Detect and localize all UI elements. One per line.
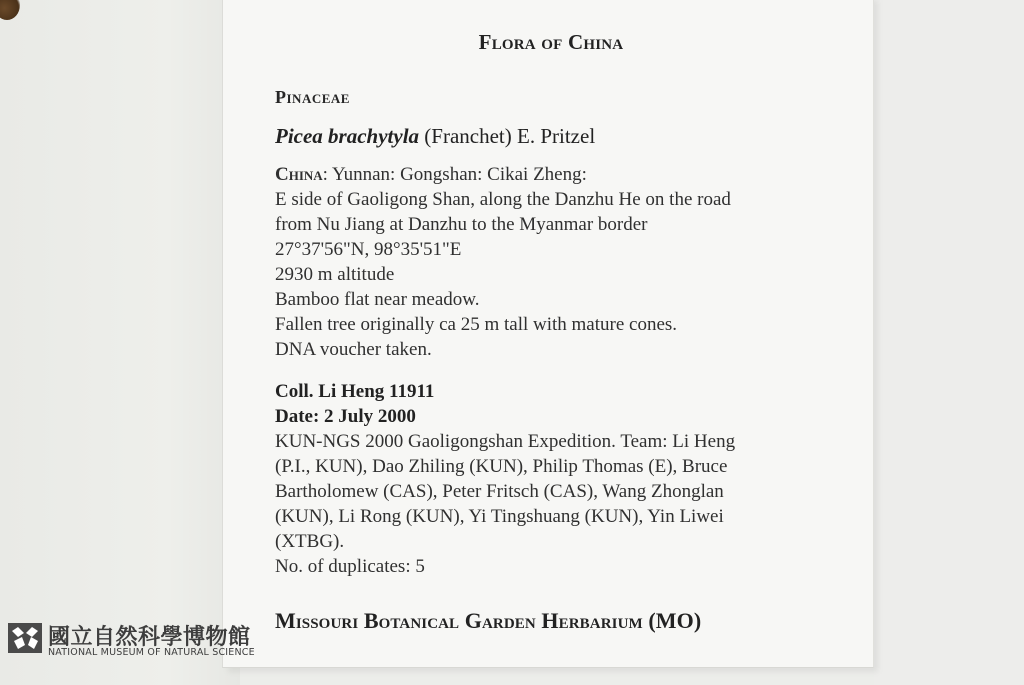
taxon-authority: (Franchet) E. Pritzel xyxy=(424,124,596,148)
expedition-line: (XTBG). xyxy=(275,531,345,552)
scientific-name: Picea brachytyla xyxy=(275,124,420,148)
herbarium-sheet xyxy=(0,0,240,685)
locality-region: : Yunnan: Gongshan: Cikai Zheng: xyxy=(322,164,587,185)
museum-name-english: NATIONAL MUSEUM OF NATURAL SCIENCE xyxy=(48,647,255,658)
expedition-line: (KUN), Li Rong (KUN), Yi Tingshuang (KUN), Yin Liwei xyxy=(275,506,724,527)
country-name: China xyxy=(275,164,323,185)
expedition-line: Bartholomew (CAS), Peter Fritsch (CAS), Wang Zhonglan xyxy=(275,481,724,502)
dna-note: DNA voucher taken. xyxy=(275,339,432,360)
specimen-label xyxy=(222,0,874,668)
collector: Coll. Li Heng 11911 xyxy=(275,381,435,402)
family-name: Pinaceae xyxy=(275,87,350,107)
herbarium-name: Missouri Botanical Garden Herbarium (MO) xyxy=(275,608,702,633)
locality-block xyxy=(275,162,855,362)
taxon-name xyxy=(275,124,595,149)
sheet-margin xyxy=(874,0,1024,685)
locality-line: E side of Gaoligong Shan, along the Danzhu He on the road xyxy=(275,189,731,210)
expedition-line: (P.I., KUN), Dao Zhiling (KUN), Philip Thomas (E), Bruce xyxy=(275,456,728,477)
description: Fallen tree originally ca 25 m tall with mature cones. xyxy=(275,314,678,335)
collection-date: Date: 2 July 2000 xyxy=(275,406,416,427)
altitude: 2930 m altitude xyxy=(275,264,395,285)
locality-line: from Nu Jiang at Danzhu to the Myanmar border xyxy=(275,214,648,235)
museum-name-chinese: 國立自然科學博物館 xyxy=(48,625,251,650)
coordinates: 27°37'56"N, 98°35'51"E xyxy=(275,239,462,260)
habitat: Bamboo flat near meadow. xyxy=(275,289,480,310)
locality-line-country xyxy=(275,162,855,187)
museum-logo-icon xyxy=(8,623,42,653)
museum-watermark xyxy=(8,620,268,664)
collection-block xyxy=(275,379,855,579)
duplicates: No. of duplicates: 5 xyxy=(275,556,425,577)
label-header: Flora of China xyxy=(478,30,624,54)
expedition-line: KUN-NGS 2000 Gaoligongshan Expedition. Team: Li Heng xyxy=(275,431,736,452)
